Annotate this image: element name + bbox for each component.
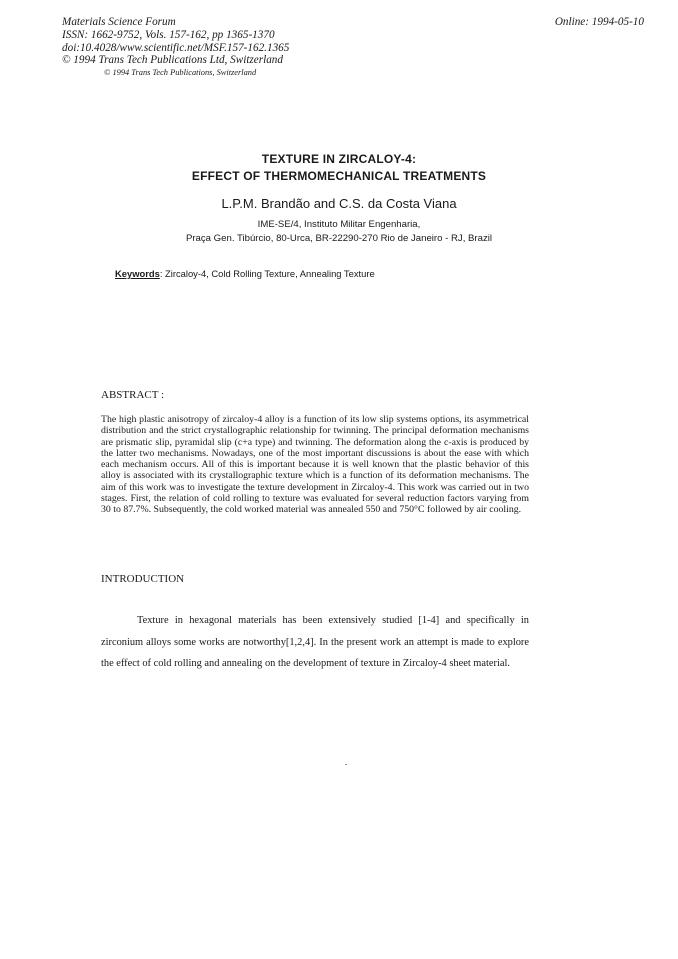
abstract-body: The high plastic anisotropy of zircaloy-4 alloy is a function of its low slip systems options, its asymmetrical distribution and the strict crystallographic relationship for twinning. The principal deformation mechanisms are prismatic slip, pyramidal slip (c+a type) and twinning. The deformation along the c-axis is produced by the latter two mechanisms. Nowadays, one of the most important discussions is about the ease with which each mechanism occurs. All of this is important because it is well known that the plastic behavior of this alloy is associated with its crystallographic texture which is a function of its deformation mechanisms. The aim of this work was to investigate the texture development in Zircaloy-4. This work was carried out in two stages. First, the relation of cold rolling to texture was evaluated for several reduction factors varying from 30 to 87.7%. Subsequently, the cold worked material was annealed 550 and 750°C followed by air cooling. xyxy=(101,414,529,516)
abstract-heading: ABSTRACT : xyxy=(101,389,165,401)
copyright-line: © 1994 Trans Tech Publications Ltd, Switzerland xyxy=(62,54,283,67)
introduction-heading: INTRODUCTION xyxy=(101,573,185,585)
journal-name: Materials Science Forum xyxy=(62,16,176,28)
paper-title-line2: EFFECT OF THERMOMECHANICAL TREATMENTS xyxy=(191,169,487,183)
online-date: Online: 1994-05-10 xyxy=(554,16,644,28)
keywords-text: : Zircaloy-4, Cold Rolling Texture, Annealing Texture xyxy=(159,268,375,279)
paper-title-line1: TEXTURE IN ZIRCALOY-4: xyxy=(261,152,417,166)
issn-line: ISSN: 1662-9752, Vols. 157-162, pp 1365-1370 xyxy=(62,28,275,41)
scan-speck xyxy=(345,764,347,765)
introduction-body: Texture in hexagonal materials has been extensively studied [1-4] and specifically in zirconium alloys some works are notworthy[1,2,4]. In the present work an attempt is made to explore the effect of cold rolling and annealing on the development of texture in Zircaloy-4 sheet material. xyxy=(101,615,529,670)
keywords xyxy=(115,268,375,279)
publication-meta xyxy=(62,16,289,67)
affiliation-line2: Praça Gen. Tibúrcio, 80-Urca, BR-22290-270 Rio de Janeiro - RJ, Brazil xyxy=(185,233,493,244)
copyright-small: © 1994 Trans Tech Publications, Switzerland xyxy=(104,68,257,77)
doi-line[interactable]: doi:10.4028/www.scientific.net/MSF.157-162.1365 xyxy=(62,41,290,54)
authors: L.P.M. Brandão and C.S. da Costa Viana xyxy=(221,196,457,211)
keywords-label: Keywords xyxy=(115,268,160,279)
affiliation-line1: IME-SE/4, Instituto Militar Engenharia, xyxy=(257,219,421,230)
